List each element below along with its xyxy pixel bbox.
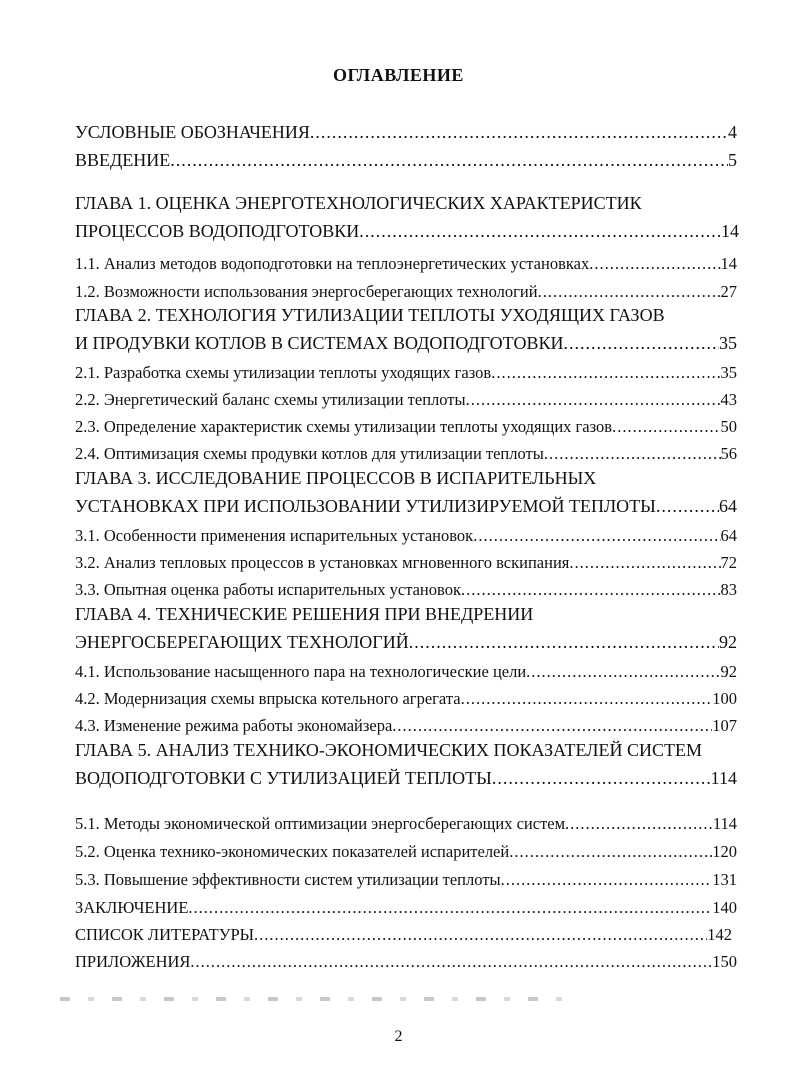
toc-entry-references <box>75 925 732 945</box>
toc-entry-page: 120 <box>712 842 737 861</box>
toc-leader-dots <box>473 526 720 546</box>
toc-section-2-1 <box>75 363 737 383</box>
toc-leader-dots <box>656 496 719 517</box>
toc-entry-text: 2.3. Определение характеристик схемы утилизации теплоты уходящих газов <box>75 417 613 436</box>
toc-section-5-1 <box>75 814 737 834</box>
toc-chapter-4-heading: ГЛАВА 4. ТЕХНИЧЕСКИЕ РЕШЕНИЯ ПРИ ВНЕДРЕНИИ <box>75 604 534 624</box>
toc-section-2-3 <box>75 417 737 437</box>
toc-leader-dots <box>461 580 721 600</box>
toc-title: ОГЛАВЛЕНИЕ <box>333 65 464 85</box>
toc-leader-dots <box>188 898 712 918</box>
toc-entry-page: 56 <box>720 444 737 463</box>
toc-entry-text: 5.2. Оценка технико-экономических показателей испарителей <box>75 842 510 861</box>
toc-chapter-2-title <box>75 333 737 354</box>
toc-entry-page: 83 <box>720 580 737 599</box>
toc-entry-page: 72 <box>720 553 737 572</box>
toc-entry-page: 92 <box>720 662 737 681</box>
toc-chapter-5-heading: ГЛАВА 5. АНАЛИЗ ТЕХНИКО-ЭКОНОМИЧЕСКИХ ПОКАЗАТЕЛЕЙ СИСТЕМ <box>75 740 702 760</box>
toc-section-3-1 <box>75 526 737 546</box>
toc-leader-dots <box>190 952 712 972</box>
toc-entry-text: ЗАКЛЮЧЕНИЕ <box>75 898 189 917</box>
toc-entry-page: 100 <box>712 689 737 708</box>
toc-entry-page: 64 <box>719 496 737 516</box>
toc-section-1-2 <box>75 282 737 302</box>
toc-entry-text: 1.1. Анализ методов водоподготовки на теплоэнергетических установках <box>75 254 590 273</box>
toc-leader-dots <box>526 662 720 682</box>
toc-entry-page: 43 <box>720 390 737 409</box>
toc-leader-dots <box>544 444 721 464</box>
toc-entry-text: 4.3. Изменение режима работы экономайзера <box>75 716 393 735</box>
toc-leader-dots <box>359 221 721 242</box>
toc-entry-text: И ПРОДУВКИ КОТЛОВ В СИСТЕМАХ ВОДОПОДГОТОВКИ <box>75 333 564 353</box>
toc-leader-dots <box>501 870 713 890</box>
toc-entry-text: 3.2. Анализ тепловых процессов в установках мгновенного вскипания <box>75 553 570 572</box>
toc-section-2-4 <box>75 444 737 464</box>
toc-leader-dots <box>170 150 728 171</box>
toc-entry-page: 150 <box>712 952 737 971</box>
toc-entry-text: ПРИЛОЖЕНИЯ <box>75 952 191 971</box>
toc-entry-text: 5.1. Методы экономической оптимизации энергосберегающих систем <box>75 814 566 833</box>
toc-entry-page: 14 <box>720 254 737 273</box>
toc-section-2-2 <box>75 390 737 410</box>
toc-entry-page: 27 <box>720 282 737 301</box>
toc-entry-page: 114 <box>712 814 737 833</box>
toc-entry-page: 50 <box>720 417 737 436</box>
toc-entry-page: 35 <box>719 333 737 353</box>
toc-entry-text: УСЛОВНЫЕ ОБОЗНАЧЕНИЯ <box>75 122 310 142</box>
toc-leader-dots <box>461 689 713 709</box>
toc-entry-text: ПРОЦЕССОВ ВОДОПОДГОТОВКИ <box>75 221 360 241</box>
toc-entry-appendices <box>75 952 737 972</box>
toc-leader-dots <box>409 632 719 653</box>
toc-entry-text: 4.2. Модернизация схемы впрыска котельного агрегата <box>75 689 461 708</box>
toc-section-4-2 <box>75 689 737 709</box>
toc-entry-page: 142 <box>707 925 732 944</box>
toc-entry-page: 5 <box>728 150 737 170</box>
toc-section-4-1 <box>75 662 737 682</box>
toc-chapter-4-title <box>75 632 737 653</box>
toc-entry-page: 140 <box>712 898 737 917</box>
toc-leader-dots <box>565 814 713 834</box>
toc-entry-page: 4 <box>728 122 737 142</box>
toc-entry-text: 3.3. Опытная оценка работы испарительных установок <box>75 580 461 599</box>
toc-leader-dots <box>589 254 720 274</box>
toc-entry-introduction <box>75 150 737 171</box>
toc-leader-dots <box>509 842 712 862</box>
toc-entry-text: ЭНЕРГОСБЕРЕГАЮЩИХ ТЕХНОЛОГИЙ <box>75 632 409 652</box>
toc-entry-text: 3.1. Особенности применения испарительных установок <box>75 526 474 545</box>
toc-entry-text: 2.1. Разработка схемы утилизации теплоты уходящих газов <box>75 363 492 382</box>
toc-entry-text: 4.1. Использование насыщенного пара на технологические цели <box>75 662 527 681</box>
toc-chapter-3-heading: ГЛАВА 3. ИССЛЕДОВАНИЕ ПРОЦЕССОВ В ИСПАРИТЕЛЬНЫХ <box>75 468 597 488</box>
toc-entry-page: 92 <box>719 632 737 652</box>
toc-entry-text: 1.2. Возможности использования энергосберегающих технологий <box>75 282 538 301</box>
page-number: 2 <box>394 1028 403 1045</box>
toc-entry-text: УСТАНОВКАХ ПРИ ИСПОЛЬЗОВАНИИ УТИЛИЗИРУЕМОЙ ТЕПЛОТЫ <box>75 496 656 516</box>
toc-entry-page: 131 <box>712 870 737 889</box>
toc-entry-symbols <box>75 122 737 143</box>
toc-entry-text: 5.3. Повышение эффективности систем утилизации теплоты <box>75 870 501 889</box>
toc-leader-dots <box>491 363 720 383</box>
toc-chapter-1-title <box>75 221 739 242</box>
toc-section-4-3 <box>75 716 737 736</box>
toc-leader-dots <box>569 553 720 573</box>
toc-entry-page: 107 <box>712 716 737 735</box>
toc-entry-text: ВОДОПОДГОТОВКИ С УТИЛИЗАЦИЕЙ ТЕПЛОТЫ <box>75 768 492 788</box>
toc-leader-dots <box>492 768 711 789</box>
toc-chapter-2-heading: ГЛАВА 2. ТЕХНОЛОГИЯ УТИЛИЗАЦИИ ТЕПЛОТЫ УХОДЯЩИХ ГАЗОВ <box>75 305 665 325</box>
toc-leader-dots <box>254 925 707 945</box>
toc-entry-text: 2.2. Энергетический баланс схемы утилизации теплоты <box>75 390 466 409</box>
toc-chapter-5-title <box>75 768 737 789</box>
toc-section-5-3 <box>75 870 737 890</box>
toc-entry-page: 35 <box>720 363 737 382</box>
toc-leader-dots <box>612 417 720 437</box>
toc-entry-page: 14 <box>721 221 739 241</box>
toc-entry-text: 2.4. Оптимизация схемы продувки котлов для утилизации теплоты <box>75 444 544 463</box>
toc-section-5-2 <box>75 842 737 862</box>
toc-chapter-1-heading: ГЛАВА 1. ОЦЕНКА ЭНЕРГОТЕХНОЛОГИЧЕСКИХ ХАРАКТЕРИСТИК <box>75 193 642 213</box>
toc-leader-dots <box>310 122 728 143</box>
toc-entry-page: 114 <box>710 768 737 788</box>
toc-leader-dots <box>563 333 719 354</box>
toc-entry-page: 64 <box>720 526 737 545</box>
scan-artifact-line <box>60 997 580 1001</box>
toc-leader-dots <box>466 390 721 410</box>
toc-section-3-2 <box>75 553 737 573</box>
toc-entry-conclusion <box>75 898 737 918</box>
toc-entry-text: СПИСОК ЛИТЕРАТУРЫ <box>75 925 255 944</box>
toc-section-3-3 <box>75 580 737 600</box>
toc-leader-dots <box>538 282 721 302</box>
toc-chapter-3-title <box>75 496 737 517</box>
toc-entry-text: ВВЕДЕНИЕ <box>75 150 171 170</box>
toc-section-1-1 <box>75 254 737 274</box>
toc-leader-dots <box>392 716 712 736</box>
